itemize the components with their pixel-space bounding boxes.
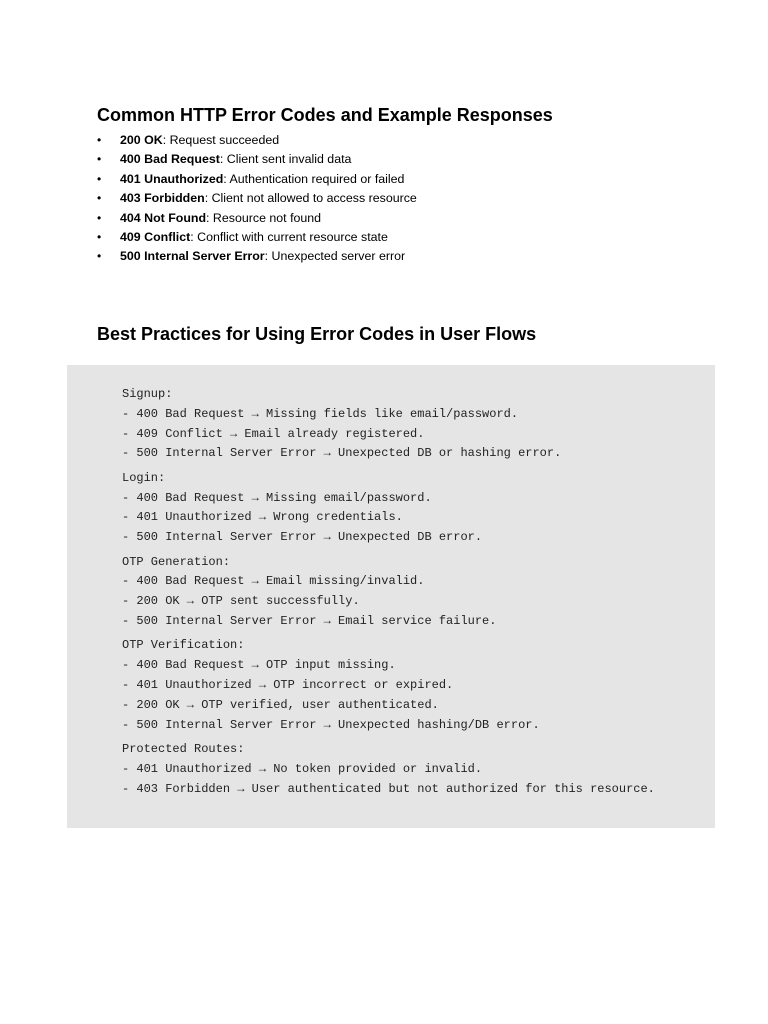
list-item bbox=[97, 189, 417, 208]
list-item bbox=[97, 131, 417, 150]
flow-line: - 401 Unauthorized → Wrong credentials. bbox=[122, 510, 403, 525]
flow-line: - 409 Conflict → Email already registered. bbox=[122, 426, 425, 441]
code-content bbox=[122, 385, 655, 804]
error-code-label: 500 Internal Server Error bbox=[120, 249, 265, 264]
flow-line: - 403 Forbidden → User authenticated but not authorized for this resource. bbox=[122, 781, 655, 796]
flow-login bbox=[122, 469, 655, 548]
bullet-icon: • bbox=[97, 133, 102, 147]
list-item bbox=[97, 150, 417, 169]
error-code-label: 400 Bad Request bbox=[120, 152, 220, 167]
flow-title: OTP Verification: bbox=[122, 638, 245, 653]
bullet-icon: • bbox=[97, 152, 102, 167]
error-code-label: 200 OK bbox=[120, 133, 163, 147]
flow-line: - 400 Bad Request → Email missing/invalid. bbox=[122, 574, 425, 589]
bullet-icon: • bbox=[97, 249, 102, 264]
error-codes-list bbox=[97, 131, 417, 267]
flow-signup bbox=[122, 385, 655, 464]
flow-line: - 401 Unauthorized → No token provided or invalid. bbox=[122, 761, 483, 776]
flow-line: - 400 Bad Request → Missing email/password. bbox=[122, 490, 432, 505]
error-code-label: 404 Not Found bbox=[120, 210, 207, 225]
error-code-label: 409 Conflict bbox=[120, 229, 191, 244]
error-code-description: : Unexpected server error bbox=[264, 249, 406, 264]
bullet-icon: • bbox=[97, 229, 102, 244]
bullet-icon: • bbox=[97, 191, 102, 206]
flow-line: - 200 OK → OTP sent successfully. bbox=[122, 594, 360, 609]
error-code-description: : Request succeeded bbox=[162, 133, 280, 147]
error-code-label: 401 Unauthorized bbox=[120, 171, 224, 186]
bullet-icon: • bbox=[97, 210, 102, 225]
flow-otp-generation bbox=[122, 553, 655, 632]
flow-title: Login: bbox=[122, 470, 166, 485]
error-code-description: : Client sent invalid data bbox=[219, 152, 352, 167]
flow-title: Protected Routes: bbox=[122, 741, 245, 756]
list-item bbox=[97, 228, 417, 247]
flow-line: - 400 Bad Request → OTP input missing. bbox=[122, 658, 396, 673]
best-practices-heading: Best Practices for Using Error Codes in User Flows bbox=[97, 324, 537, 344]
bullet-icon: • bbox=[97, 171, 102, 186]
flow-line: - 500 Internal Server Error → Unexpected DB or hashing error. bbox=[122, 446, 562, 461]
flow-title: OTP Generation: bbox=[122, 554, 231, 569]
error-codes-heading: Common HTTP Error Codes and Example Responses bbox=[97, 105, 553, 125]
flow-otp-verification bbox=[122, 636, 655, 735]
code-block bbox=[67, 365, 715, 828]
list-item bbox=[97, 247, 417, 266]
list-item bbox=[97, 209, 417, 228]
error-code-description: : Conflict with current resource state bbox=[190, 229, 388, 244]
list-item bbox=[97, 170, 417, 189]
flow-line: - 200 OK → OTP verified, user authenticated. bbox=[122, 697, 439, 712]
flow-line: - 500 Internal Server Error → Unexpected hashing/DB error. bbox=[122, 717, 540, 732]
error-code-description: : Client not allowed to access resource bbox=[204, 191, 417, 206]
error-code-label: 403 Forbidden bbox=[120, 191, 205, 206]
flow-title: Signup: bbox=[122, 387, 173, 401]
flow-line: - 401 Unauthorized → OTP incorrect or expired. bbox=[122, 677, 454, 692]
flow-protected-routes bbox=[122, 740, 655, 799]
flow-line: - 500 Internal Server Error → Unexpected DB error. bbox=[122, 530, 483, 545]
flow-line: - 400 Bad Request → Missing fields like email/password. bbox=[122, 406, 519, 421]
flow-line: - 500 Internal Server Error → Email service failure. bbox=[122, 613, 497, 628]
error-code-description: : Resource not found bbox=[206, 210, 322, 225]
error-code-description: : Authentication required or failed bbox=[223, 171, 405, 186]
